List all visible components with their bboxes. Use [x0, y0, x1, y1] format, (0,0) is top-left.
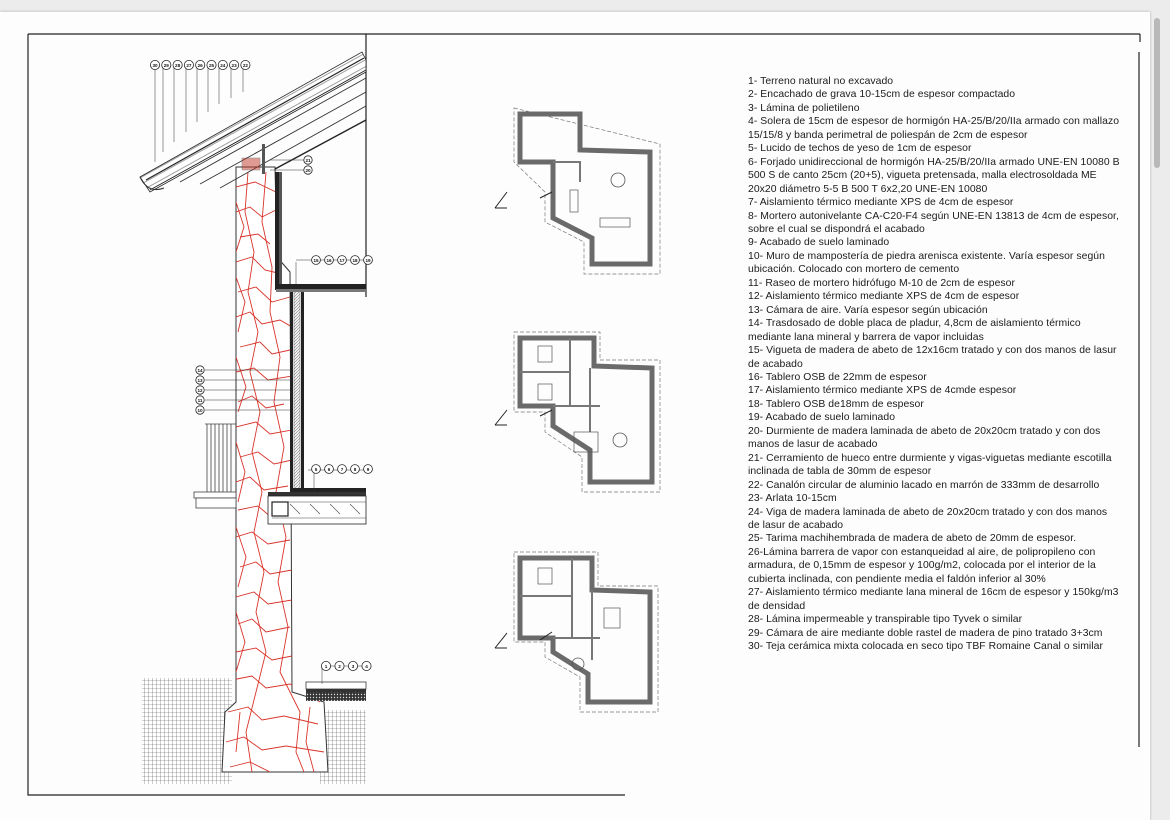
callout-number: 22 — [242, 62, 248, 68]
legend-item: 24- Viga de madera laminada de abeto de 20x20cm tratado y con dos manos de lasur de acabado — [748, 506, 1108, 531]
callout-number: 9 — [366, 466, 370, 472]
scrollbar-thumb[interactable] — [1154, 18, 1160, 168]
callout-number: 3 — [351, 663, 355, 669]
callout-number: 24 — [220, 62, 226, 68]
callout-number: 14 — [197, 367, 203, 373]
callout-number: 20 — [305, 167, 311, 173]
ground-terrain — [142, 678, 232, 784]
legend-item: 26-Lámina barrera de vapor con estanqueidad al aire, de polipropileno con armadura, de 0,15mm de espesor y 100g/m2, colocada por el interior de la cubierta inclinada, con pendiente media el faldón inferior al 30% — [748, 546, 1096, 585]
callout-number: 21 — [305, 157, 311, 163]
legend-item: 27- Aislamiento térmico mediante lana mineral de 16cm de espesor y 150kg/m3 de densidad — [748, 587, 1119, 612]
callout-number: 1 — [324, 663, 328, 669]
callout-number: 25 — [208, 62, 215, 68]
callout-number: 8 — [353, 466, 357, 472]
legend-item: 28- Lámina impermeable y transpirable tipo Tyvek o similar — [748, 614, 1023, 626]
callout-number: 11 — [197, 397, 203, 403]
callout-number: 5 — [314, 466, 318, 472]
legend-item: 1- Terreno natural no excavado — [748, 76, 894, 87]
legend-item: 17- Aislamiento térmico mediante XPS de 4cmde espesor — [748, 385, 1017, 397]
legend-item: 23- Arlata 10-15cm — [748, 493, 837, 505]
intermediate-floor — [268, 492, 366, 524]
legend-item: 19- Acabado de suelo laminado — [748, 412, 896, 424]
callout-number: 16 — [326, 257, 332, 263]
callout-number: 19 — [365, 257, 371, 263]
legend-item: 9- Acabado de suelo laminado — [748, 237, 890, 249]
legend-item: 29- Cámara de aire mediante doble rastel de madera de pino tratado 3+3cm — [748, 627, 1103, 639]
callout-number: 10 — [197, 407, 203, 413]
balcony-railing — [194, 424, 236, 508]
construction-legend — [748, 75, 1120, 653]
legend-item: 25- Tarima machihembrada de madera de abeto de 20mm de espesor. — [748, 533, 1077, 545]
legend-item: 14- Trasdosado de doble placa de pladur, 4,8cm de aislamiento térmico mediante lana mineral y barrera de vapor incluidas — [748, 318, 1081, 343]
floor-plan-ground — [495, 108, 660, 274]
callout-number: 2 — [338, 663, 341, 669]
callout-number: 29 — [163, 62, 169, 68]
callout-number: 15 — [313, 257, 319, 263]
legend-item: 30- Teja cerámica mixta colocada en seco tipo TBF Romaine Canal o similar — [748, 641, 1103, 653]
legend-item: 13- Cámara de aire. Varía espesor según ubicación — [748, 304, 988, 316]
legend-item: 6- Forjado unidireccional de hormigón HA-25/B/20/IIa armado UNE-EN 10080 B 500 S de canto 25cm (20+5), vigueta pretensada, malla electrosoldada ME 20x20 diámetro 5-5 B 500 T 6x2,20 UNE-EN 10080 — [748, 156, 1120, 195]
callout-number: 17 — [339, 257, 345, 263]
callout-number: 7 — [340, 466, 344, 472]
callout-number: 6 — [327, 466, 331, 472]
legend-item: 11- Raseo de mortero hidrófugo M-10 de 2cm de espesor — [748, 277, 1015, 289]
floor-plan-first — [495, 332, 660, 492]
legend-item: 16- Tablero OSB de 22mm de espesor — [748, 371, 927, 383]
legend-item: 15- Vigueta de madera de abeto de 12x16cm tratado y con dos manos de lasur de acabado — [748, 345, 1117, 370]
legend-item: 4- Solera de 15cm de espesor de hormigón HA-25/B/20/IIa armado con mallazo 15/15/8 y banda perimetral de poliespán de 2cm de espesor — [748, 116, 1120, 141]
callout-number: 30 — [152, 62, 158, 68]
legend-item: 18- Tablero OSB de18mm de espesor — [748, 398, 924, 410]
callout-number: 18 — [352, 257, 358, 263]
legend-item: 8- Mortero autonivelante CA-C20-F4 según UNE-EN 13813 de 4cm de espesor, sobre el cual se dispondrá el acabado — [748, 210, 1119, 235]
legend-item: 5- Lucido de techos de yeso de 1cm de espesor — [748, 143, 972, 155]
legend-item: 22- Canalón circular de aluminio lacado en marrón de 333mm de desarrollo — [748, 479, 1100, 491]
callout-number: 26 — [197, 62, 203, 68]
legend-item: 20- Durmiente de madera laminada de abeto de 20x20cm tratado y con dos manos de lasur de acabado — [748, 425, 1101, 451]
floor-plan-attic — [495, 552, 658, 712]
callout-number: 28 — [175, 62, 181, 68]
legend-item: 12- Aislamiento térmico mediante XPS de 4cm de espesor — [748, 291, 1020, 303]
legend-item: 21- Cerramiento de hueco entre durmiente y vigas-viguetas mediante escotilla inclinada de tabla de 30mm de espesor — [748, 452, 1112, 478]
legend-item: 3- Lámina de polietileno — [748, 102, 860, 114]
ground-slab — [306, 682, 366, 701]
legend-item: 10- Muro de mampostería de piedra arenisca existente. Varía espesor según ubicación. Colocado con mortero de cemento — [748, 250, 1105, 276]
drawing-sheet — [0, 12, 1150, 820]
callout-number: 12 — [197, 387, 203, 393]
legend-item: 7- Aislamiento térmico mediante XPS de 4cm de espesor — [748, 197, 1014, 209]
legend-item: 2- Encachado de grava 10-15cm de espesor compactado — [748, 89, 1016, 101]
callout-number: 27 — [186, 62, 192, 68]
vertical-scrollbar[interactable] — [1152, 14, 1162, 820]
callout-number: 4 — [365, 663, 368, 669]
callout-number: 13 — [197, 377, 203, 383]
callout-number: 23 — [231, 62, 237, 68]
